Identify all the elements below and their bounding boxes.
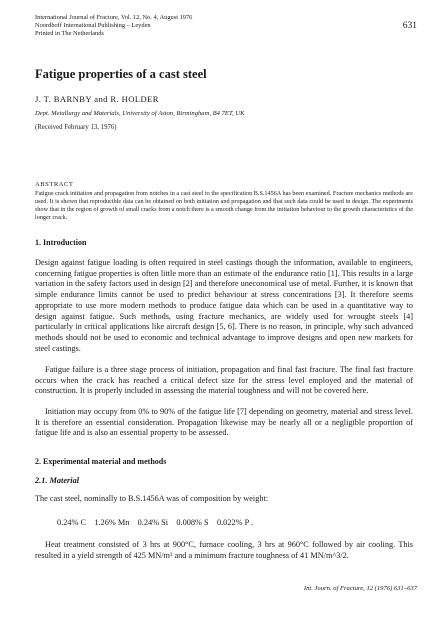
section-heading-introduction: 1. Introduction [35,238,87,247]
citation-footer: Int. Journ. of Fracture, 12 (1976) 631–637 [303,585,417,592]
page-number: 631 [402,21,417,31]
authors: J. T. BARNBY and R. HOLDER [35,94,159,104]
abstract-text: Fatigue crack initiation and propagation from notches in a cast steel to the specification B.S.1456A has been examined. Fracture mechanics methods are used. It is shown that reproducible data can be obtained on both initiation and propagation and that such data could be used in design. The experiments show that in the region of growth of small cracks from a notch there is a smooth change from the initiation behaviour to the growth characteristics of the longer crack. [35,190,413,222]
composition-line: 0.24% C 1.26% Mn 0.24% Si 0.008% S 0.022% P . [57,518,254,527]
received-date: (Received February 13, 1976) [35,124,117,131]
journal-line: International Journal of Fracture, Vol. 12, No. 4, August 1976 [35,14,193,21]
journal-header [35,14,192,39]
intro-paragraph-3: Initiation may occupy from 0% to 90% of the fatigue life [7] depending on geometry, material and stress level. It is therefore an essential consideration. Propagation likewise may be nearly all or a negligible proportion of fatigue life and is also an essential property to be assessed. [35,407,413,438]
subsection-heading-material: 2.1. Material [35,476,80,485]
affiliation: Dept. Metallurgy and Materials, University of Aston, Birmingham, B4 7ET, UK [35,110,245,117]
material-paragraph: The cast steel, nominally to B.S.1456A was of composition by weight: [35,494,269,503]
printed-line: Printed in The Netherlands [35,30,104,38]
section-heading-experimental: 2. Experimental material and methods [35,457,167,466]
publisher-line: Noordhoff International Publishing – Leyden [35,22,151,30]
abstract-heading: ABSTRACT [35,181,74,188]
intro-paragraph-2: Fatigue failure is a three stage process of initiation, propagation and final fast fracture. The final fast fracture occurs when the crack has reached a critical defect size for the stress level employed and the material of construction. It is properly included in assessing the material toughness and will not be covered here. [35,365,413,396]
heat-treatment-paragraph: Heat treatment consisted of 3 hrs at 900°C, furnace cooling, 3 hrs at 960°C followed by air cooling. This resulted in a yield strength of 425 MN/m² and a minimum fracture toughness of 41 MN/m^3/2. [35,540,413,560]
intro-paragraph-1: Design against fatigue loading is often required in steel castings though the information, available to engineers, concerning fatigue properties is often little more than an estimate of the endurance ratio [1]. This results in a large variation in the safety factors used in design [2] and therefore uneconomical use of metal. Further, it is known that simple endurance limits cannot be used to predict behaviour at stress concentrations [3]. It therefore seems appropriate to use more modern methods to produce fatigue data which can be used in a quantitative way to design against fatigue. Such methods, using fracture mechanics, are widely used for wrought steels [4] particularly in critical applications like aircraft design [5, 6]. There is no reason, in principle, why such advanced methods should not be used to economic and technical advantage to improve designs and open new markets for steel castings. [35,258,413,353]
paper-title: Fatigue properties of a cast steel [35,67,207,81]
